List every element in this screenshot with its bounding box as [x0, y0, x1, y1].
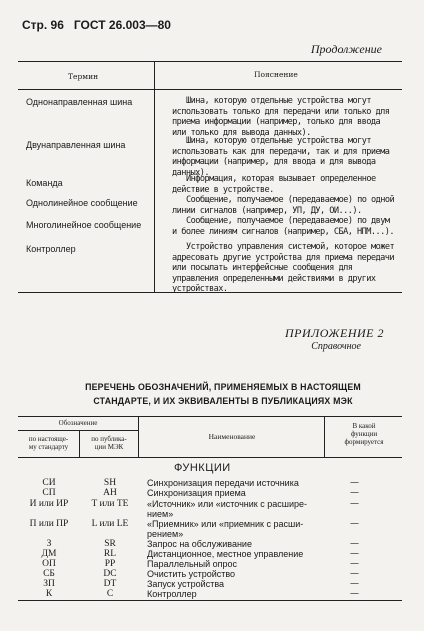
term-label: Однонаправленная шина	[26, 97, 133, 107]
appendix-title: ПРИЛОЖЕНИЕ 2	[285, 326, 384, 340]
section-heading: ФУНКЦИИ	[174, 462, 231, 474]
column-header-std: по настояще- му стандарту	[28, 435, 69, 451]
continuation-label: Продолжение	[310, 42, 382, 56]
terms-table	[18, 61, 402, 293]
column-header-func: В какой функции формируется	[344, 422, 384, 446]
term-definition: Информация, которая вызывает определенное действие в устройстве.	[172, 174, 376, 195]
page-number: Стр. 96	[22, 18, 64, 32]
term-definition: Сообщение, получаемое (передаваемое) по одной линии сигналов (например, УП, ДУ, ОИ...).	[172, 195, 395, 216]
column-header-definition: Пояснение	[254, 70, 298, 79]
list-title-line-1: ПЕРЕЧЕНЬ ОБОЗНАЧЕНИЙ, ПРИМЕНЯЕМЫХ В НАСТОЯЩЕМ	[85, 382, 361, 392]
column-header-iec: по публика- ции МЭК	[91, 435, 127, 451]
term-label: Однолинейное сообщение	[26, 198, 138, 208]
page-header	[22, 18, 171, 32]
term-definition: Сообщение, получаемое (передаваемое) по двум и более линиям сигналов (например, СБА, НПМ...).	[172, 216, 394, 237]
list-title-line-2: СТАНДАРТЕ, И ИХ ЭКВИВАЛЕНТЫ В ПУБЛИКАЦИЯХ МЭК	[93, 396, 353, 406]
term-label: Контроллер	[26, 244, 76, 254]
standard-number: ГОСТ 26.003—80	[73, 18, 171, 32]
term-definition: Шина, которую отдельные устройства могут использовать только для передачи или только для приема информации (например, только для ввода или только для вывода данных).	[172, 96, 390, 138]
term-label: Команда	[26, 178, 63, 188]
term-label: Многолинейное сообщение	[26, 220, 142, 230]
term-definition: Устройство управления системой, которое может адресовать другие устройства для приема передачи или посылать интерфейсные сообщения для управления определенными действиями в других устройствах.	[172, 242, 395, 295]
term-definition: Шина, которую отдельные устройства могут использовать как для передачи, так и для приема информации (например, для ввода и для вывода данных).	[172, 136, 390, 178]
column-group-header: Обозначение	[58, 419, 98, 427]
column-header-term: Термин	[68, 72, 99, 81]
appendix-type: Справочное	[311, 341, 361, 352]
column-header-name: Наименование	[208, 432, 256, 441]
term-label: Двунаправленная шина	[26, 140, 126, 150]
